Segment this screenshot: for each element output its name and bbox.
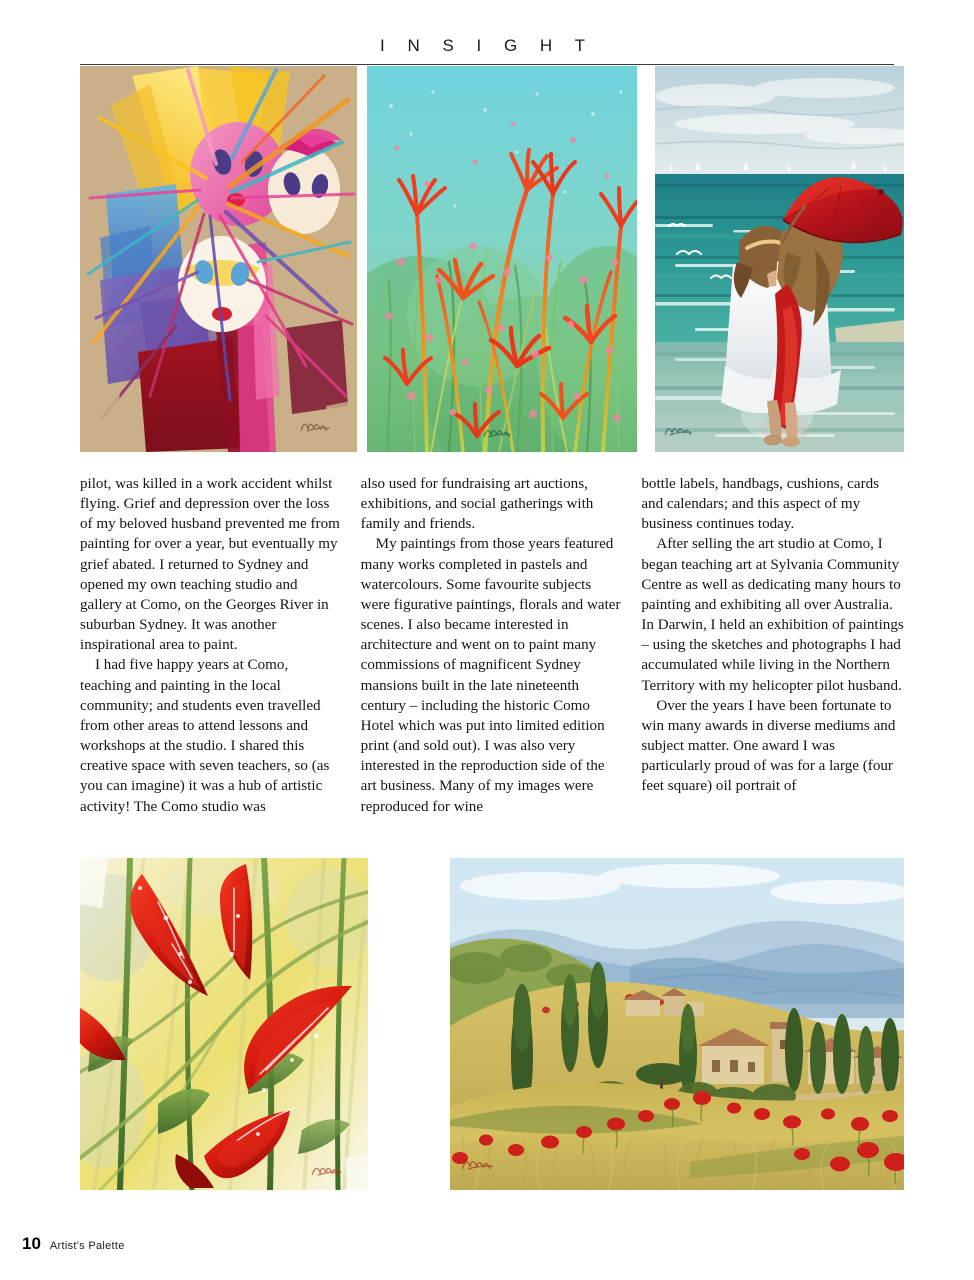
heliconia-art [80, 858, 368, 1190]
paragraph: My paintings from those years featured many works completed in pastels and watercolours. Some favourite subjects were figurative paintings, florals and water scenes. I also became interested in architecture and went on to paint many commissions of magnificent Sydney mansions built in the late nineteenth century – including the historic Como Hotel which was put into limited edition print (and sold out). I was also very interested in the reproduction side of the art business. Many of my images were reproduced for wine [360, 536, 621, 815]
paragraph: pilot, was killed in a work accident whilst flying. Grief and depression over the loss of my beloved husband prevented me from painting for over a year, but eventually my grief abated. I returned to Sydney and opened my own teaching studio and gallery at Como, on the Georges River in suburban Sydney. It was another inspirational area to paint. [80, 476, 340, 654]
footer-page-number: 10 [22, 1234, 41, 1253]
masthead [80, 36, 894, 65]
paragraph: After selling the art studio at Como, I began teaching art at Sylvania Community Centre as well as dedicating many hours to painting and exhibiting all over Australia. In Darwin, I held an exhibition of paintings – using the sketches and photographs I had accumulated while living in the Northern Territory with my helicopter pilot husband. [641, 536, 904, 694]
page-title: I N S I G H T [380, 36, 594, 55]
tuscan-landscape-art [450, 858, 904, 1190]
article-body [80, 474, 904, 817]
artwork-heliconia [80, 858, 368, 1190]
artwork-kangaroo-paw [367, 66, 637, 452]
column-middle [361, 474, 624, 817]
paragraph: Over the years I have been fortunate to win many awards in diverse mediums and subject matter. One award I was particularly proud of was for a large (four feet square) oil portrait of [641, 697, 896, 795]
column-left [80, 474, 343, 817]
page-footer [22, 1234, 125, 1254]
kangaroo-paw-art [367, 66, 637, 452]
masthead-divider [80, 64, 894, 65]
girls-parasol-art [655, 66, 904, 452]
paragraph: bottle labels, handbags, cushions, cards and calendars; and this aspect of my business continues today. [641, 476, 880, 533]
artwork-carnival-masks [80, 66, 357, 452]
artwork-girls-red-parasol [655, 66, 904, 452]
paragraph: I had five happy years at Como, teaching and painting in the local community; and students even travelled from other areas to attend lessons and workshops at the studio. I shared this creative space with seven teachers, so (as you can imagine) it was a hub of artistic activity! The Como studio was [80, 657, 330, 815]
carnival-masks-art [80, 66, 357, 452]
paragraph: also used for fundraising art auctions, exhibitions, and social gatherings with family and friends. [360, 476, 594, 533]
artwork-tuscan-poppies [450, 858, 904, 1190]
footer-publication-name: Artist's Palette [49, 1240, 125, 1252]
column-right [641, 474, 904, 817]
